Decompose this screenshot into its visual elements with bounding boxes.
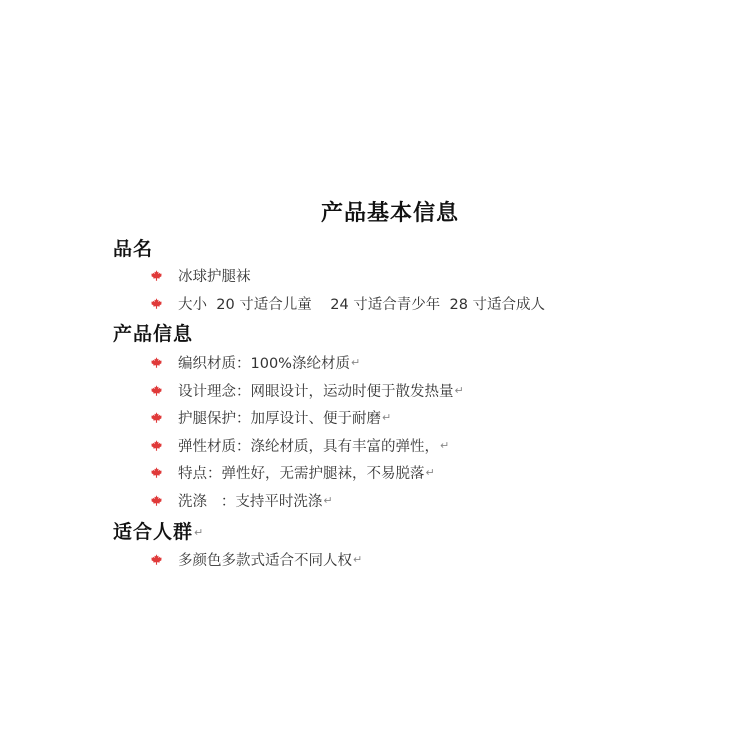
list-item [151, 434, 449, 456]
list-item [151, 489, 333, 511]
maple-leaf-icon [151, 440, 162, 451]
list-item-text: 护腿保护：加厚设计、便于耐磨 [178, 410, 381, 427]
list-item [151, 461, 435, 483]
paragraph-mark: ↵ [382, 410, 392, 424]
section-heading-product-info [113, 319, 194, 346]
maple-leaf-icon [151, 270, 162, 281]
list-item-text: 多颜色多款式适合不同人权 [178, 552, 352, 569]
list-item-text: 洗涤 ：支持平时洗涤 [178, 493, 323, 510]
section-heading-text: 产品信息 [113, 323, 194, 345]
list-item [151, 292, 546, 314]
list-item-text: 特点：弹性好，无需护腿袜，不易脱落 [178, 465, 425, 482]
maple-leaf-icon [151, 467, 162, 478]
paragraph-mark: ↵ [350, 355, 361, 369]
maple-leaf-icon [151, 298, 162, 309]
maple-leaf-icon [151, 357, 162, 368]
list-item [151, 264, 252, 286]
list-item [151, 351, 360, 373]
list-item [151, 379, 464, 401]
list-item-text: 弹性材质：涤纶材质，具有丰富的弹性， [178, 438, 439, 455]
paragraph-mark: ↵ [194, 526, 205, 539]
paragraph-mark: ↵ [454, 383, 464, 397]
paragraph-mark: ↵ [440, 438, 450, 452]
paragraph-mark: ↵ [353, 552, 363, 566]
list-item-text: 设计理念：网眼设计，运动时便于散发热量 [178, 383, 454, 400]
maple-leaf-icon [151, 495, 162, 506]
maple-leaf-icon [151, 412, 162, 423]
section-heading-text: 品名 [113, 238, 154, 260]
section-heading-text: 适合人群 [113, 521, 194, 543]
paragraph-mark: ↵ [425, 465, 435, 479]
list-item-text: 冰球护腿袜 [178, 268, 251, 285]
paragraph-mark: ↵ [323, 493, 333, 507]
section-heading-suitable-people [113, 517, 204, 544]
maple-leaf-icon [151, 385, 162, 396]
page-title: 产品基本信息 [320, 201, 459, 226]
list-item-text: 编织材质：100%涤纶材质 [178, 355, 350, 372]
maple-leaf-icon [151, 554, 162, 565]
list-item [151, 548, 362, 570]
list-item [151, 406, 391, 428]
list-item-text: 大小 20 寸适合儿童 24 寸适合青少年 28 寸适合成人 [178, 296, 546, 313]
section-heading-product-name [113, 234, 154, 261]
